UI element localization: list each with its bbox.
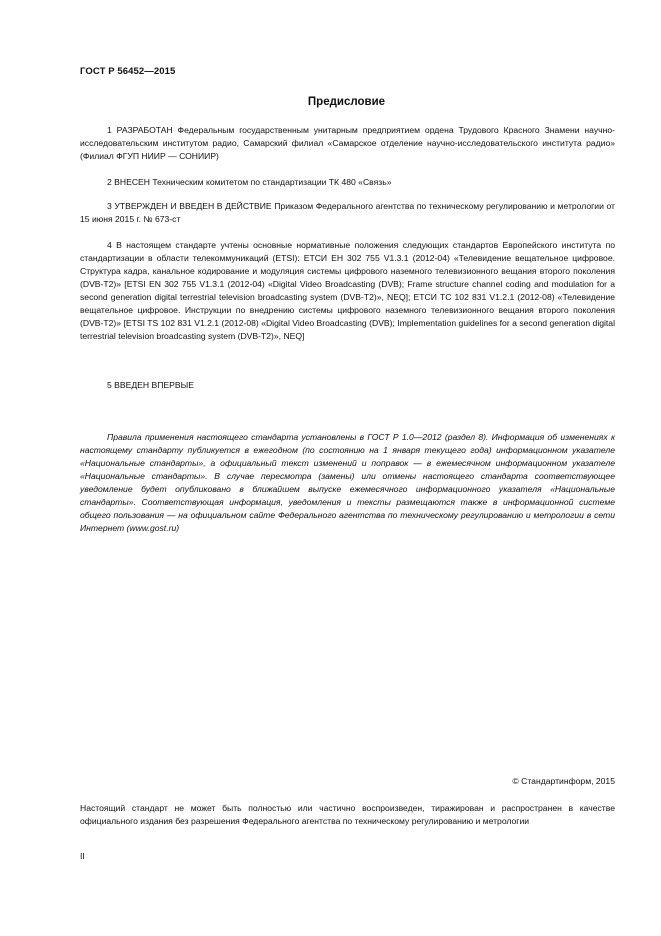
paragraph-3 xyxy=(80,200,615,226)
paragraph-4-text: 4 В настоящем стандарте учтены основные нормативные положения следующих стандартов Европейского института по стандартизации в области телекоммуникаций (ETSI): ЕТСИ ЕН 302 755 V1.3.1 (2012-04) «Телевидение вещательное цифровое. Структура кадра, канальное кодирование и модуляция системы цифрового наземного телевизионного вещания второго поколения (DVB-T2)» [ETSI EN 302 755 V1.3.1 (2012-04) «Digital Video Broadcasting (DVB); Frame structure channel coding and modulation for a second generation digital terrestrial television broadcasting system (DVB-T2)», NEQ]; ЕТСИ ТС 102 831 V1.2.1 (2012-08) «Телевидение вещательное цифровое. Инструкции по внедрению системы цифрового наземного телевизионного вещания второго поколения (DVB-T2)» [ETSI TS 102 831 V1.2.1 (2012-08) «Digital Video Broadcasting (DVB); Implementation guidelines for a second generation digital terrestrial television broadcasting system (DVB-T2)», NEQ] xyxy=(80,240,615,341)
section-title-text: Предисловие xyxy=(307,96,386,108)
document-code-header: ГОСТ Р 56452—2015 xyxy=(80,66,176,77)
paragraph-5 xyxy=(80,379,615,392)
paragraph-5-text: 5 ВВЕДЕН ВПЕРВЫЕ xyxy=(107,380,194,390)
copyright-line: © Стандартинформ, 2015 xyxy=(512,776,615,786)
paragraph-1-text: 1 РАЗРАБОТАН Федеральным государственным унитарным предприятием ордена Трудового Красного Знамени научно-исследовательским институтом радио, Самарский филиал «Самарское отделение научно-исследовательского института радио» (Филиал ФГУП НИИР — СОНИИР) xyxy=(80,125,615,161)
paragraph-3-text: 3 УТВЕРЖДЕН И ВВЕДЕН В ДЕЙСТВИЕ Приказом Федерального агентства по техническому регулированию и метрологии от 15 июня 2015 г. № 673-ст xyxy=(80,201,615,224)
paragraph-2-text: 2 ВНЕСЕН Техническим комитетом по стандартизации ТК 480 «Связь» xyxy=(107,177,392,187)
page-number: II xyxy=(80,851,85,861)
section-title xyxy=(0,96,661,108)
paragraph-2 xyxy=(80,176,615,189)
reproduction-restriction-note xyxy=(80,802,615,828)
paragraph-4 xyxy=(80,239,615,343)
application-rules-notice-text: Правила применения настоящего стандарта установлены в ГОСТ Р 1.0—2012 (раздел 8). Информация об изменениях к настоящему стандарту публикуется в ежегодном (по состоянию на 1 января текущего года) информационном указателе «Национальные стандарты», а официальный текст изменений и поправок — в ежемесячном информационном указателе «Национальные стандарты». В случае пересмотра (замены) или отмены настоящего стандарта соответствующее уведомление будет опубликовано в ближайшем выпуске ежемесячного информационного указателя «Национальные стандарты». Соответствующая информация, уведомления и тексты размещаются также в информационной системе общего пользования — на официальном сайте Федерального агентства по техническому регулированию и метрологии в сети Интернет (www.gost.ru) xyxy=(80,432,615,533)
reproduction-restriction-text: Настоящий стандарт не может быть полностью или частично воспроизведен, тиражирован и распространен в качестве официального издания без разрешения Федерального агентства по техническому регулированию и метрологии xyxy=(80,803,615,826)
paragraph-1 xyxy=(80,124,615,163)
application-rules-notice xyxy=(80,431,615,535)
